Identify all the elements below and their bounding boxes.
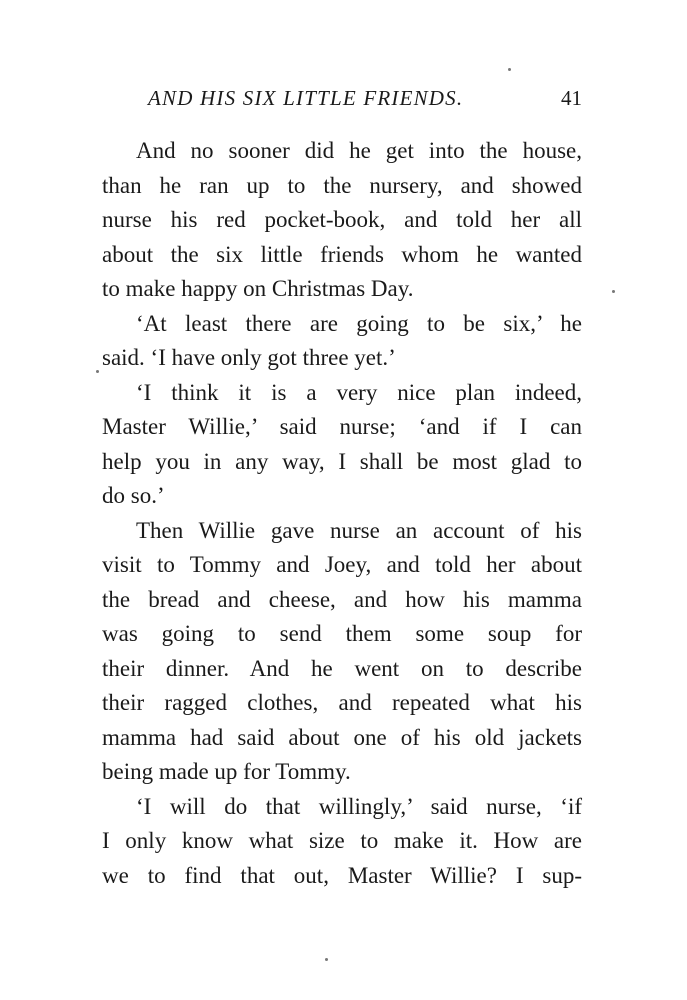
text-line: nurse his red pocket-book, and told her all [102,207,582,232]
text-line: about the six little friends whom he wanted [102,241,582,267]
paper-speck [325,958,328,961]
paper-speck [612,290,615,293]
text-line: to make happy on Christmas Day. [102,276,414,301]
text-line: And no sooner did he get into the house, [136,138,582,163]
paper-speck [508,68,511,71]
text-line: Master Willie,’ said nurse; ‘and if I can [102,414,582,439]
text-line: do so.’ [102,483,165,508]
text-line: was going to send them some soup for [102,621,582,646]
text-line: Then Willie gave nurse an account of his [136,517,582,543]
text-line: said. ‘I have only got three yet.’ [102,345,396,370]
text-line: their ragged clothes, and repeated what his [102,690,582,715]
text-line: help you in any way, I shall be most glad to [102,448,582,474]
running-title: AND HIS SIX LITTLE FRIENDS. [148,86,464,110]
text-line: their dinner. And he went on to describe [102,655,582,681]
text-line: being made up for Tommy. [102,759,351,784]
text-line: ‘I think it is a very nice plan indeed, [136,379,582,405]
running-header [102,86,582,116]
text-line: I only know what size to make it. How are [102,828,582,853]
text-line: ‘I will do that willingly,’ said nurse, ‘if [136,793,582,819]
text-line: mamma had said about one of his old jackets [102,724,582,750]
text-line: visit to Tommy and Joey, and told her about [102,552,582,577]
text-line: ‘At least there are going to be six,’ he [136,310,582,336]
page-number: 41 [561,86,582,110]
text-line: the bread and cheese, and how his mamma [102,586,582,612]
body-text [102,134,582,893]
text-line: than he ran up to the nursery, and showed [102,172,582,198]
paper-speck [96,370,99,373]
text-line: we to find that out, Master Willie? I sup- [102,862,582,888]
